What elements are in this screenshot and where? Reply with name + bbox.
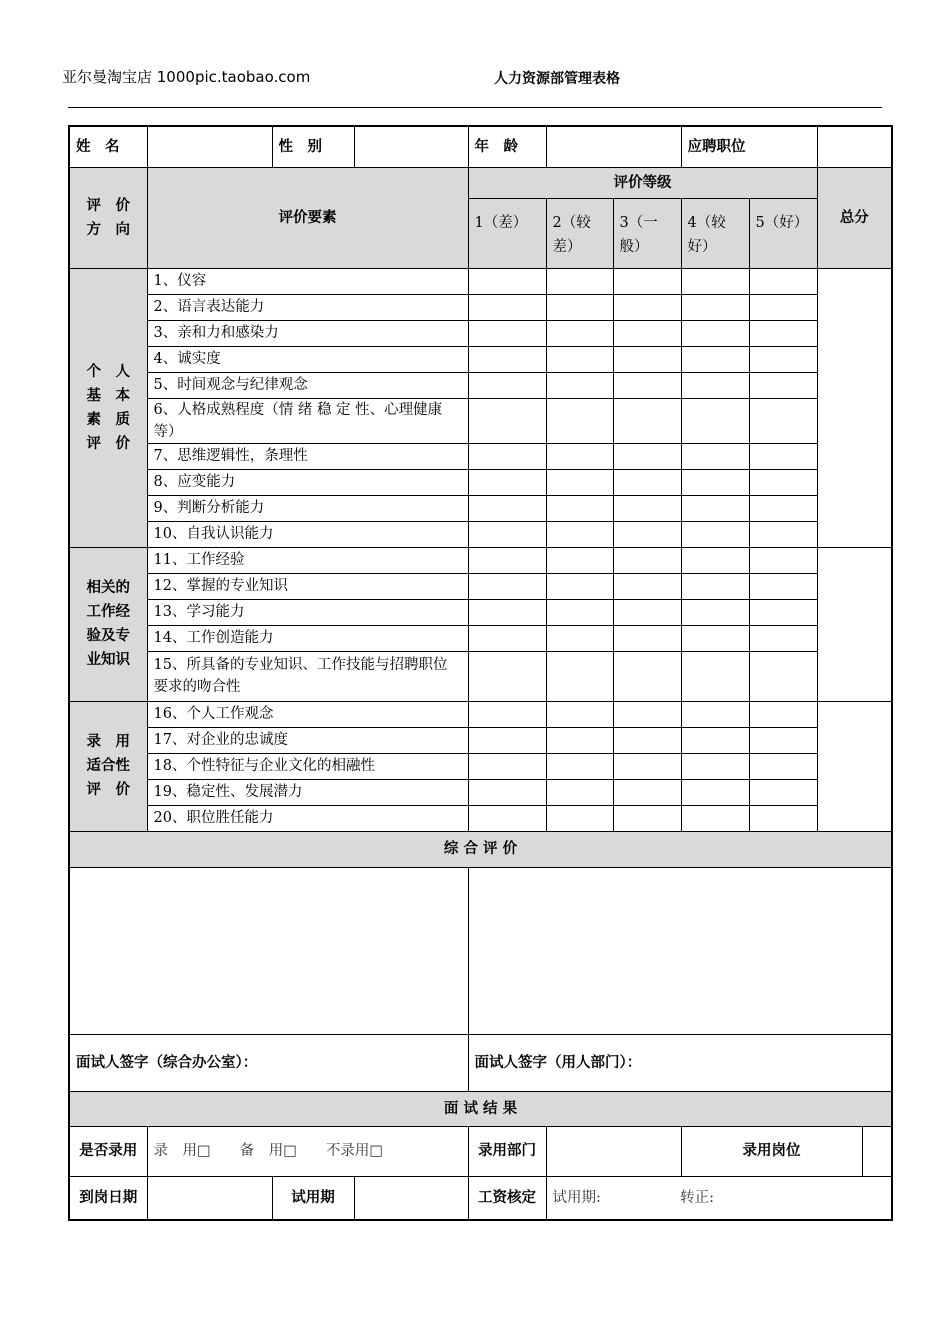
evaluation-element: 20、职位胜任能力 [147, 805, 468, 831]
signature-row [69, 1034, 892, 1091]
summary-title-row [69, 831, 892, 867]
grade-2-cell[interactable] [546, 294, 613, 320]
grade-3-cell[interactable] [613, 320, 681, 346]
grade-3-cell[interactable] [613, 779, 681, 805]
grade-5-cell[interactable] [749, 294, 817, 320]
evaluation-element: 3、亲和力和感染力 [147, 320, 468, 346]
hire-row [69, 1126, 892, 1176]
rating-item-row [69, 701, 892, 727]
age-label: 年 龄 [468, 126, 546, 167]
grade-header: 评价等级 [468, 167, 817, 198]
grade-2-cell[interactable] [546, 701, 613, 727]
rating-item-row [69, 469, 892, 495]
grade-4-cell[interactable] [681, 443, 749, 469]
grade-1-cell[interactable] [468, 805, 546, 831]
grade-4-header: 4（较好） [681, 198, 749, 268]
position-field[interactable] [817, 126, 892, 167]
document-title: 人力资源部管理表格 [494, 71, 620, 87]
grade-4-cell[interactable] [681, 573, 749, 599]
grade-1-cell[interactable] [468, 495, 546, 521]
grade-5-cell[interactable] [749, 398, 817, 443]
evaluation-element: 6、人格成熟程度（情 绪 稳 定 性、心理健康等） [147, 398, 468, 443]
grade-5-cell[interactable] [749, 651, 817, 701]
position-label: 应聘职位 [681, 126, 817, 167]
grade-4-cell[interactable] [681, 727, 749, 753]
rating-item-row [69, 547, 892, 573]
grade-1-cell[interactable] [468, 753, 546, 779]
grade-2-cell[interactable] [546, 727, 613, 753]
grade-5-cell[interactable] [749, 372, 817, 398]
rating-item-row [69, 599, 892, 625]
grade-1-cell[interactable] [468, 599, 546, 625]
category-total-cell[interactable] [817, 268, 892, 547]
evaluation-element: 10、自我认识能力 [147, 521, 468, 547]
grade-4-cell[interactable] [681, 346, 749, 372]
evaluation-element: 14、工作创造能力 [147, 625, 468, 651]
grade-4-cell[interactable] [681, 294, 749, 320]
grade-3-cell[interactable] [613, 573, 681, 599]
name-field[interactable] [147, 126, 272, 167]
rating-item-row [69, 268, 892, 294]
result-title-row [69, 1091, 892, 1126]
grade-3-cell[interactable] [613, 398, 681, 443]
grade-3-cell[interactable] [613, 443, 681, 469]
grade-1-cell[interactable] [468, 372, 546, 398]
grade-1-cell[interactable] [468, 398, 546, 443]
rating-item-row [69, 651, 892, 701]
grade-2-cell[interactable] [546, 547, 613, 573]
salary-regular-text: 转正: [680, 1189, 714, 1206]
grade-1-cell[interactable] [468, 701, 546, 727]
hire-options[interactable]: 录 用□ 备 用□ 不录用□ [147, 1126, 468, 1176]
grade-3-cell[interactable] [613, 495, 681, 521]
grade-5-cell[interactable] [749, 779, 817, 805]
elements-header: 评价要素 [147, 167, 468, 268]
grade-5-cell[interactable] [749, 599, 817, 625]
grade-2-cell[interactable] [546, 573, 613, 599]
grade-4-cell[interactable] [681, 779, 749, 805]
grade-1-cell[interactable] [468, 294, 546, 320]
grade-2-cell[interactable] [546, 599, 613, 625]
grade-2-cell[interactable] [546, 346, 613, 372]
rating-item-row [69, 346, 892, 372]
grade-5-cell[interactable] [749, 443, 817, 469]
grade-2-cell[interactable] [546, 805, 613, 831]
summary-comment-office[interactable] [69, 867, 468, 1034]
grade-1-cell[interactable] [468, 443, 546, 469]
grade-2-cell[interactable] [546, 625, 613, 651]
grade-4-cell[interactable] [681, 701, 749, 727]
evaluation-element: 8、应变能力 [147, 469, 468, 495]
grade-3-cell[interactable] [613, 805, 681, 831]
grade-2-cell[interactable] [546, 779, 613, 805]
grade-3-cell[interactable] [613, 294, 681, 320]
grade-3-cell[interactable] [613, 727, 681, 753]
grade-2-cell[interactable] [546, 268, 613, 294]
age-field[interactable] [546, 126, 681, 167]
grade-3-cell[interactable] [613, 372, 681, 398]
category-label: 录 用 适合性 评 价 [69, 701, 147, 831]
post-label: 录用岗位 [681, 1126, 862, 1176]
category-total-cell[interactable] [817, 547, 892, 701]
evaluation-element: 19、稳定性、发展潜力 [147, 779, 468, 805]
grade-4-cell[interactable] [681, 753, 749, 779]
grade-3-cell[interactable] [613, 753, 681, 779]
grade-5-cell[interactable] [749, 701, 817, 727]
grade-5-cell[interactable] [749, 753, 817, 779]
rating-item-row [69, 320, 892, 346]
dept-label: 录用部门 [468, 1126, 546, 1176]
grade-4-cell[interactable] [681, 469, 749, 495]
grade-5-cell[interactable] [749, 521, 817, 547]
header-divider [68, 107, 882, 108]
arrival-row [69, 1176, 892, 1220]
evaluation-element: 12、掌握的专业知识 [147, 573, 468, 599]
grade-3-cell[interactable] [613, 547, 681, 573]
grade-3-cell[interactable] [613, 521, 681, 547]
dept-field[interactable] [546, 1126, 681, 1176]
grade-4-cell[interactable] [681, 599, 749, 625]
summary-comment-dept[interactable] [468, 867, 892, 1034]
arrival-field[interactable] [147, 1176, 272, 1220]
salary-label: 工资核定 [468, 1176, 546, 1220]
grade-1-cell[interactable] [468, 625, 546, 651]
grade-2-cell[interactable] [546, 443, 613, 469]
grade-1-cell[interactable] [468, 346, 546, 372]
rating-header-row [69, 167, 892, 198]
grade-4-cell[interactable] [681, 547, 749, 573]
grade-1-cell[interactable] [468, 727, 546, 753]
interview-evaluation-form [68, 125, 893, 1221]
grade-1-cell[interactable] [468, 779, 546, 805]
rating-item-row [69, 573, 892, 599]
total-header: 总分 [817, 167, 892, 268]
evaluation-element: 13、学习能力 [147, 599, 468, 625]
grade-1-header: 1（差） [468, 198, 546, 268]
grade-3-cell[interactable] [613, 469, 681, 495]
grade-2-header: 2（较差） [546, 198, 613, 268]
evaluation-element: 9、判断分析能力 [147, 495, 468, 521]
rating-item-row [69, 294, 892, 320]
evaluation-element: 7、思维逻辑性，条理性 [147, 443, 468, 469]
grade-3-cell[interactable] [613, 701, 681, 727]
evaluation-element: 17、对企业的忠诚度 [147, 727, 468, 753]
hire-label: 是否录用 [69, 1126, 147, 1176]
direction-header: 评 价 方 向 [69, 167, 147, 268]
post-field[interactable] [862, 1126, 892, 1176]
rating-item-row [69, 753, 892, 779]
grade-2-cell[interactable] [546, 372, 613, 398]
grade-2-cell[interactable] [546, 521, 613, 547]
grade-2-cell[interactable] [546, 495, 613, 521]
evaluation-element: 2、语言表达能力 [147, 294, 468, 320]
grade-5-cell[interactable] [749, 320, 817, 346]
grade-4-cell[interactable] [681, 268, 749, 294]
grade-3-cell[interactable] [613, 599, 681, 625]
category-label: 相关的 工作经 验及专 业知识 [69, 547, 147, 701]
grade-3-cell[interactable] [613, 268, 681, 294]
evaluation-element: 4、诚实度 [147, 346, 468, 372]
summary-comment-row [69, 867, 892, 1034]
evaluation-element: 11、工作经验 [147, 547, 468, 573]
rating-item-row [69, 805, 892, 831]
grade-1-cell[interactable] [468, 651, 546, 701]
sign-office-label: 面试人签字（综合办公室）： [69, 1034, 468, 1091]
grade-4-cell[interactable] [681, 625, 749, 651]
grade-5-cell[interactable] [749, 495, 817, 521]
name-label: 姓 名 [69, 126, 147, 167]
grade-5-cell[interactable] [749, 268, 817, 294]
result-title: 面 试 结 果 [69, 1091, 892, 1126]
rating-item-row [69, 398, 892, 443]
salary-probation-text: 试用期: [552, 1189, 601, 1206]
grade-5-cell[interactable] [749, 469, 817, 495]
grade-4-cell[interactable] [681, 651, 749, 701]
rating-item-row [69, 443, 892, 469]
grade-2-cell[interactable] [546, 320, 613, 346]
gender-field[interactable] [354, 126, 468, 167]
grade-2-cell[interactable] [546, 469, 613, 495]
rating-item-row [69, 372, 892, 398]
evaluation-element: 1、仪容 [147, 268, 468, 294]
grade-1-cell[interactable] [468, 573, 546, 599]
rating-items-body [69, 268, 892, 831]
grade-4-cell[interactable] [681, 495, 749, 521]
grade-5-cell[interactable] [749, 346, 817, 372]
salary-field[interactable] [546, 1176, 892, 1220]
arrival-label: 到岗日期 [69, 1176, 147, 1220]
basic-info-row [69, 126, 892, 167]
grade-4-cell[interactable] [681, 521, 749, 547]
grade-1-cell[interactable] [468, 521, 546, 547]
rating-item-row [69, 727, 892, 753]
gender-label: 性 别 [272, 126, 354, 167]
sign-dept-label: 面试人签字（用人部门）： [468, 1034, 892, 1091]
grade-1-cell[interactable] [468, 320, 546, 346]
grade-2-cell[interactable] [546, 651, 613, 701]
grade-3-cell[interactable] [613, 625, 681, 651]
probation-label: 试用期 [272, 1176, 354, 1220]
grade-4-cell[interactable] [681, 398, 749, 443]
store-label: 亚尔曼淘宝店 1000pic.taobao.com [62, 68, 311, 86]
grade-3-cell[interactable] [613, 651, 681, 701]
grade-1-cell[interactable] [468, 268, 546, 294]
evaluation-element: 18、个性特征与企业文化的相融性 [147, 753, 468, 779]
grade-5-cell[interactable] [749, 805, 817, 831]
grade-3-header: 3（一般） [613, 198, 681, 268]
grade-5-header: 5（好） [749, 198, 817, 268]
evaluation-element: 16、个人工作观念 [147, 701, 468, 727]
grade-1-cell[interactable] [468, 469, 546, 495]
rating-item-row [69, 779, 892, 805]
category-label: 个 人 基 本 素 质 评 价 [69, 268, 147, 547]
category-total-cell[interactable] [817, 701, 892, 831]
evaluation-element: 15、所具备的专业知识、工作技能与招聘职位要求的吻合性 [147, 651, 468, 701]
grade-4-cell[interactable] [681, 805, 749, 831]
summary-title: 综 合 评 价 [69, 831, 892, 867]
grade-5-cell[interactable] [749, 547, 817, 573]
rating-item-row [69, 625, 892, 651]
rating-item-row [69, 521, 892, 547]
grade-5-cell[interactable] [749, 727, 817, 753]
grade-2-cell[interactable] [546, 753, 613, 779]
grade-1-cell[interactable] [468, 547, 546, 573]
evaluation-element: 5、时间观念与纪律观念 [147, 372, 468, 398]
probation-field[interactable] [354, 1176, 468, 1220]
grade-5-cell[interactable] [749, 573, 817, 599]
grade-4-cell[interactable] [681, 372, 749, 398]
grade-4-cell[interactable] [681, 320, 749, 346]
grade-2-cell[interactable] [546, 398, 613, 443]
grade-5-cell[interactable] [749, 625, 817, 651]
grade-3-cell[interactable] [613, 346, 681, 372]
rating-item-row [69, 495, 892, 521]
